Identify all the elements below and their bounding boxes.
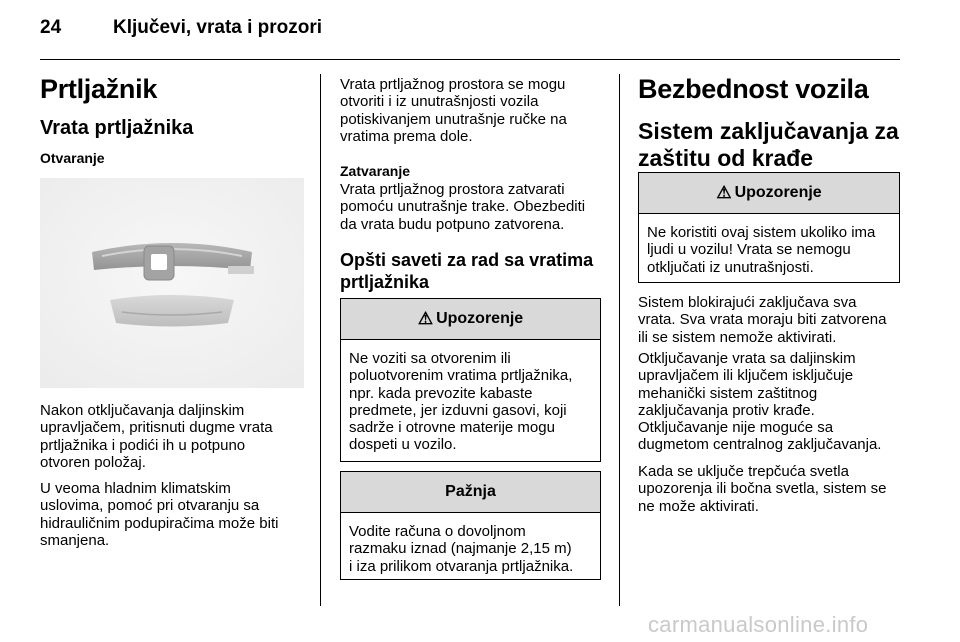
- note-box-text: Vodite računa o dovoljnom razmaku iznad (najmanje 2,15 m) i iza prilikom otvaranja prtljažnika.: [349, 523, 574, 575]
- warning-box-header: [341, 299, 600, 340]
- note-box-header: [341, 472, 600, 513]
- trunk-handle-illustration: [40, 178, 304, 388]
- right-paragraph-2: Otključavanje vrata sa daljinskim upravljačem ili ključem isključuje mehanički sistem zaštitnog zaključavanja protiv krađe. Otključavanje nije moguće sa dugmetom centralnog zaključavanja.: [638, 350, 882, 454]
- left-paragraph-1: Nakon otključavanja daljinskim upravljačem, pritisnuti dugme vrata prtljažnika i podići ih u potpuno otvoren položaj.: [40, 402, 273, 471]
- warning-box-middle: [340, 298, 601, 462]
- left-paragraph-2: U veoma hladnim klimatskim uslovima, pomoć pri otvaranju sa hidrauličnim podupiračima može biti smanjena.: [40, 480, 279, 549]
- watermark: carmanualsonline.info: [648, 612, 869, 637]
- warning-box-text-right: Ne koristiti ovaj sistem ukoliko ima ljudi u vozilu! Vrata se nemogu otključati iz unutrašnjosti.: [647, 224, 876, 276]
- warning-triangle-icon: ⚠: [417, 309, 434, 328]
- column-divider-right: [619, 74, 620, 606]
- middle-paragraph-1: Vrata prtljažnog prostora se mogu otvoriti i iz unutrašnjosti vozila potiskivanjem unutrašnje ručke na vratima prema dole.: [340, 76, 567, 145]
- note-box-title: Pažnja: [445, 483, 496, 500]
- warning-box-title: Upozorenje: [436, 310, 524, 327]
- column-divider-left: [320, 74, 321, 606]
- header-divider: [40, 59, 900, 60]
- warning-box-title-right: Upozorenje: [734, 184, 822, 201]
- section-title-trunk: Prtljažnik: [40, 74, 158, 104]
- note-box-middle: [340, 471, 601, 580]
- subsection-title-anti-theft: Sistem zaključavanja za zaštitu od krađe: [638, 118, 899, 171]
- chapter-title: Ključevi, vrata i prozori: [113, 17, 323, 38]
- warning-box-header-right: [639, 173, 899, 214]
- general-advice-heading: Opšti saveti za rad sa vratima prtljažnika: [340, 250, 594, 292]
- closing-paragraph: Vrata prtljažnog prostora zatvarati pomoću unutrašnje trake. Obezbediti da vrata budu potpuno zatvorena.: [340, 181, 586, 233]
- page-number: 24: [40, 17, 62, 38]
- warning-triangle-icon: ⚠: [716, 183, 732, 202]
- opening-heading: Otvaranje: [40, 150, 105, 166]
- subsection-title-tailgate: Vrata prtljažnika: [40, 117, 194, 139]
- warning-box-text: Ne voziti sa otvorenim ili poluotvorenim vratima prtljažnika, npr. kada prevozite kabaste predmete, jer izduvni gasovi, koji sadrže i otrovne materije mogu dospeti u vozilo.: [349, 350, 573, 454]
- section-title-vehicle-security: Bezbednost vozila: [638, 74, 869, 104]
- right-paragraph-3: Kada se uključe trepčuća svetla upozorenja ili bočna svetla, sistem se ne može aktivirati.: [638, 463, 887, 515]
- warning-box-right: [638, 172, 900, 283]
- right-paragraph-1: Sistem blokirajući zaključava sva vrata. Sva vrata moraju biti zatvorena ili se sistem nemože aktivirati.: [638, 294, 887, 346]
- closing-heading: Zatvaranje: [340, 163, 411, 179]
